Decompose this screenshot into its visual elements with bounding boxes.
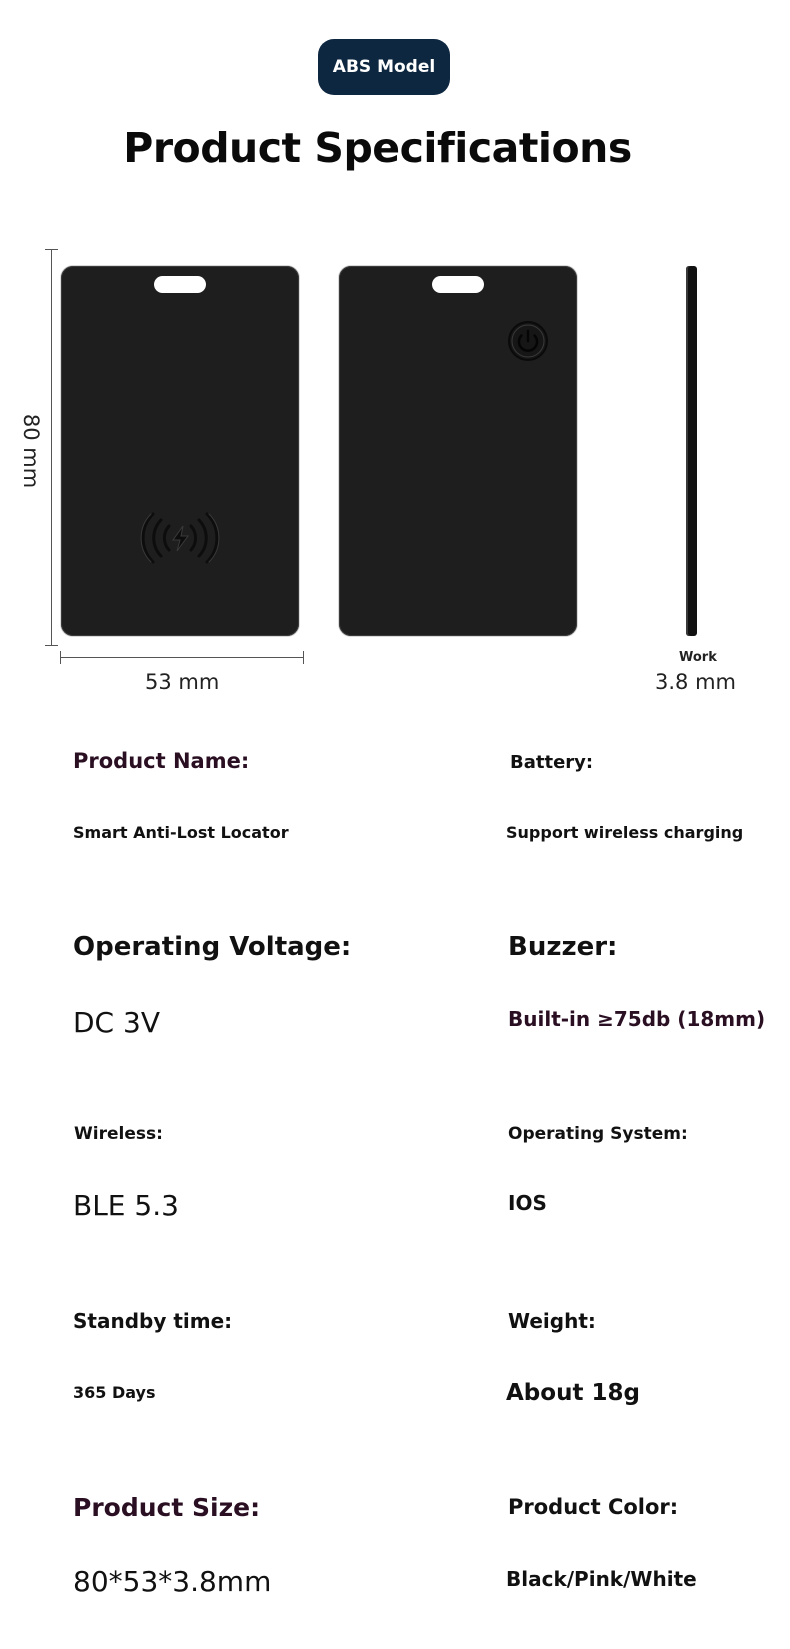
spec-value-weight: About 18g xyxy=(506,1380,640,1406)
spec-value-wireless: BLE 5.3 xyxy=(73,1189,179,1222)
spec-value-product-size: 80*53*3.8mm xyxy=(73,1565,272,1598)
wireless-charging-icon xyxy=(131,506,229,570)
spec-label-operating-voltage: Operating Voltage: xyxy=(73,932,352,962)
spec-label-weight: Weight: xyxy=(508,1309,596,1333)
spec-label-product-color: Product Color: xyxy=(508,1495,679,1519)
thickness-dimension-label: 3.8 mm xyxy=(655,670,736,694)
spec-label-standby-time: Standby time: xyxy=(73,1309,233,1333)
card-side-view xyxy=(686,266,697,636)
width-dimension-label: 53 mm xyxy=(145,670,220,694)
width-dimension-line xyxy=(60,657,304,658)
card-front-view xyxy=(61,266,299,636)
spec-value-standby-time: 365 Days xyxy=(73,1383,156,1402)
spec-label-operating-system: Operating System: xyxy=(508,1124,688,1144)
page-title: Product Specifications xyxy=(123,124,632,172)
card-back-view xyxy=(339,266,577,636)
width-dimension-tick xyxy=(303,651,304,664)
width-dimension-tick xyxy=(60,651,61,664)
spec-label-buzzer: Buzzer: xyxy=(508,932,618,962)
lanyard-hole xyxy=(154,276,206,293)
height-dimension-line xyxy=(51,249,52,645)
side-caption: Work xyxy=(679,650,717,665)
height-dimension-tick xyxy=(45,249,58,250)
power-button-icon xyxy=(507,320,549,362)
model-badge: ABS Model xyxy=(318,39,450,95)
height-dimension-tick xyxy=(45,645,58,646)
spec-value-operating-voltage: DC 3V xyxy=(73,1006,160,1039)
spec-label-battery: Battery: xyxy=(510,752,594,773)
spec-label-product-name: Product Name: xyxy=(73,749,250,773)
spec-value-operating-system: IOS xyxy=(508,1191,547,1215)
spec-value-product-color: Black/Pink/White xyxy=(506,1567,697,1591)
spec-value-buzzer: Built-in ≥75db (18mm) xyxy=(508,1007,766,1031)
spec-label-wireless: Wireless: xyxy=(74,1124,163,1144)
lanyard-hole xyxy=(432,276,484,293)
spec-value-product-name: Smart Anti-Lost Locator xyxy=(73,823,289,842)
height-dimension-label: 80 mm xyxy=(19,413,43,489)
spec-label-product-size: Product Size: xyxy=(73,1493,261,1522)
spec-value-battery: Support wireless charging xyxy=(506,823,744,842)
